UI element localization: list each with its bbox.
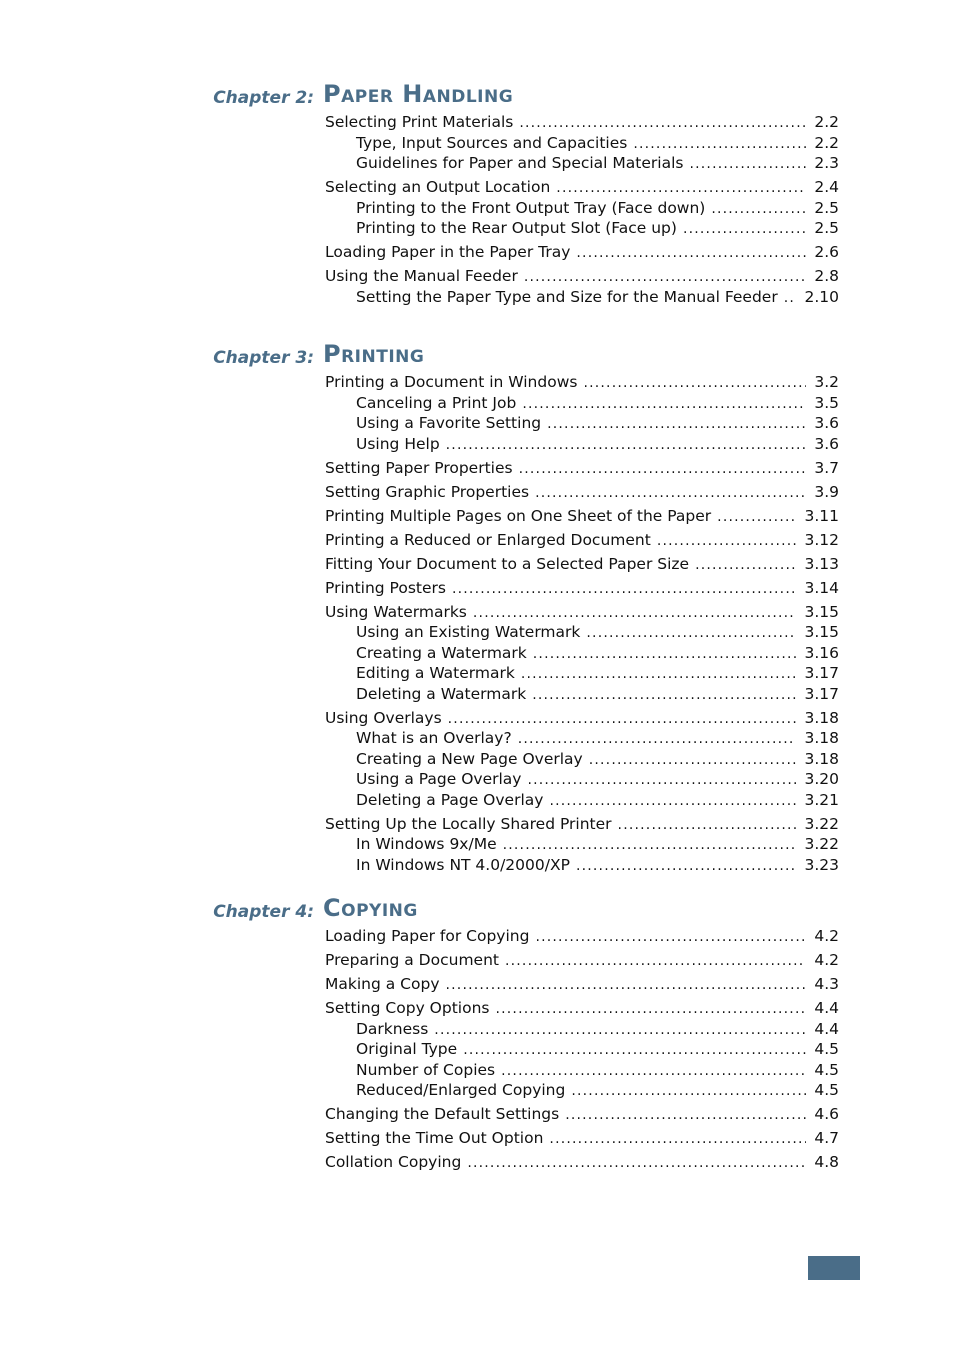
chapter-section xyxy=(0,894,954,1174)
dot-leader xyxy=(618,816,797,836)
toc-entry-page: 2.10 xyxy=(804,287,839,306)
toc-entry-title: In Windows 9x/Me xyxy=(356,835,497,853)
toc-entry-title: Using an Existing Watermark xyxy=(356,623,581,641)
dot-leader xyxy=(576,244,806,264)
toc-entry-title: Printing to the Front Output Tray (Face down) xyxy=(356,198,706,217)
toc-entry-title: Number of Copies xyxy=(356,1060,496,1079)
toc-entry-page: 4.6 xyxy=(814,1105,839,1123)
toc-entry-title: Printing to the Rear Output Slot (Face up) xyxy=(356,219,677,237)
dot-leader xyxy=(717,508,796,528)
toc-entry xyxy=(356,219,839,240)
dot-leader xyxy=(586,624,796,644)
toc-entry-title: Type, Input Sources and Capacities xyxy=(356,133,628,152)
chapter-section xyxy=(0,340,954,876)
toc-entry-page: 3.6 xyxy=(814,434,839,453)
toc-entry-title: Loading Paper for Copying xyxy=(325,927,530,945)
toc-entry-page: 2.5 xyxy=(814,219,839,237)
dot-leader xyxy=(533,645,797,665)
dot-leader xyxy=(695,556,796,576)
chapter-heading xyxy=(0,894,954,924)
toc-entry-page: 2.2 xyxy=(814,113,839,131)
toc-entry-page: 2.5 xyxy=(814,198,839,217)
dot-leader xyxy=(549,792,796,812)
toc-entry-title: Original Type xyxy=(356,1040,458,1058)
toc-list xyxy=(0,113,954,308)
toc-entry xyxy=(325,603,839,624)
toc-entry-title: Printing a Document in Windows xyxy=(325,373,578,391)
toc-entry-page: 3.22 xyxy=(804,835,839,853)
toc-entry xyxy=(356,1061,839,1082)
dot-leader xyxy=(535,928,806,948)
toc-entry xyxy=(325,951,839,972)
toc-entry xyxy=(356,199,839,220)
toc-entry-title: Preparing a Document xyxy=(325,951,499,969)
toc-entry-page: 2.8 xyxy=(814,267,839,285)
toc-entry-page: 2.2 xyxy=(814,133,839,152)
toc-entry-page: 3.6 xyxy=(814,414,839,432)
dot-leader xyxy=(549,1130,806,1150)
toc-entry-page: 3.15 xyxy=(804,623,839,641)
dot-leader xyxy=(535,484,806,504)
dot-leader xyxy=(683,220,806,240)
dot-leader xyxy=(473,604,797,624)
toc-entry xyxy=(356,623,839,644)
toc-entry-title: Changing the Default Settings xyxy=(325,1105,560,1123)
toc-entry-title: Printing a Reduced or Enlarged Document xyxy=(325,530,651,549)
dot-leader xyxy=(565,1106,806,1126)
toc-entry-title: Selecting an Output Location xyxy=(325,178,551,196)
toc-entry-title: Using a Favorite Setting xyxy=(356,414,542,432)
dot-leader xyxy=(503,836,797,856)
toc-entry-title: Creating a Watermark xyxy=(356,643,527,662)
toc-list xyxy=(0,927,954,1174)
toc-list xyxy=(0,373,954,876)
toc-entry-title: What is an Overlay? xyxy=(356,729,512,747)
toc-entry-title: Setting Graphic Properties xyxy=(325,482,530,501)
toc-entry xyxy=(325,555,839,576)
toc-entry-title: In Windows NT 4.0/2000/XP xyxy=(356,855,570,874)
dot-leader xyxy=(521,665,797,685)
toc-entry xyxy=(325,267,839,288)
chapter-title: Printing xyxy=(323,340,425,368)
toc-entry-page: 3.21 xyxy=(804,790,839,809)
toc-entry-page: 4.7 xyxy=(814,1129,839,1147)
toc-entry xyxy=(356,1040,839,1061)
toc-entry-page: 4.8 xyxy=(814,1153,839,1171)
toc-entry-page: 3.15 xyxy=(804,602,839,621)
toc-entry xyxy=(356,664,839,685)
toc-entry xyxy=(356,288,839,309)
dot-leader xyxy=(522,395,806,415)
toc-entry xyxy=(325,483,839,504)
toc-entry xyxy=(325,178,839,199)
toc-entry xyxy=(356,154,839,175)
toc-entry-title: Using Overlays xyxy=(325,708,442,727)
dot-leader xyxy=(571,1082,806,1102)
toc-entry xyxy=(356,835,839,856)
toc-entry-page: 2.4 xyxy=(814,178,839,196)
toc-entry xyxy=(356,414,839,435)
chapter-heading xyxy=(0,340,954,370)
toc-entry xyxy=(325,1105,839,1126)
toc-entry xyxy=(356,750,839,771)
toc-entry xyxy=(325,243,839,264)
toc-entry-title: Using Watermarks xyxy=(325,602,467,621)
toc-entry xyxy=(325,507,839,528)
toc-entry-title: Reduced/Enlarged Copying xyxy=(356,1081,566,1099)
toc-entry xyxy=(356,1081,839,1102)
chapter-label: Chapter 4: xyxy=(213,902,314,922)
toc-entry-title: Setting the Paper Type and Size for the Manual Feeder xyxy=(356,287,778,306)
toc-entry-page: 3.17 xyxy=(804,664,839,682)
dot-leader xyxy=(784,289,797,309)
toc-entry-page: 3.22 xyxy=(804,814,839,833)
dot-leader xyxy=(519,460,807,480)
dot-leader xyxy=(556,179,806,199)
toc-entry xyxy=(325,459,839,480)
toc-entry-page: 4.4 xyxy=(814,999,839,1017)
page-number-tab xyxy=(808,1256,860,1280)
dot-leader xyxy=(448,710,797,730)
toc-entry xyxy=(356,856,839,877)
dot-leader xyxy=(519,114,806,134)
toc-entry-page: 3.18 xyxy=(804,729,839,747)
toc-entry-page: 4.2 xyxy=(814,951,839,969)
toc-entry-page: 4.5 xyxy=(814,1081,839,1099)
toc-entry-title: Editing a Watermark xyxy=(356,664,515,682)
toc-entry-page: 4.4 xyxy=(814,1019,839,1038)
toc-entry-page: 2.3 xyxy=(814,154,839,172)
toc-entry-page: 3.20 xyxy=(804,770,839,788)
dot-leader xyxy=(589,751,797,771)
toc-entry xyxy=(356,394,839,415)
toc-entry-title: Using the Manual Feeder xyxy=(325,267,518,285)
toc-entry-page: 3.2 xyxy=(814,373,839,391)
toc-entry xyxy=(356,644,839,665)
toc-entry xyxy=(356,435,839,456)
toc-entry-page: 4.2 xyxy=(814,927,839,945)
dot-leader xyxy=(467,1154,806,1174)
toc-entry-page: 3.9 xyxy=(814,482,839,501)
toc-entry-page: 2.6 xyxy=(814,243,839,261)
toc-entry xyxy=(356,685,839,706)
toc-entry-title: Setting Copy Options xyxy=(325,999,490,1017)
toc-entry-title: Creating a New Page Overlay xyxy=(356,749,583,768)
toc-entry xyxy=(325,113,839,134)
dot-leader xyxy=(495,1000,806,1020)
toc-entry-title: Printing Posters xyxy=(325,578,446,597)
toc-entry xyxy=(325,927,839,948)
toc-entry-page: 3.18 xyxy=(804,708,839,727)
dot-leader xyxy=(711,200,806,220)
dot-leader xyxy=(434,1021,806,1041)
dot-leader xyxy=(547,415,806,435)
dot-leader xyxy=(446,436,807,456)
toc-entry-title: Guidelines for Paper and Special Materials xyxy=(356,154,684,172)
dot-leader xyxy=(576,857,797,877)
toc-entry-title: Selecting Print Materials xyxy=(325,113,514,131)
dot-leader xyxy=(452,580,797,600)
toc-entry xyxy=(325,579,839,600)
toc-entry xyxy=(356,1020,839,1041)
toc-entry-title: Fitting Your Document to a Selected Paper Size xyxy=(325,554,690,573)
toc-entry-title: Deleting a Watermark xyxy=(356,684,527,703)
toc-entry-page: 3.17 xyxy=(804,684,839,703)
toc-entry-page: 3.5 xyxy=(814,393,839,412)
toc-entry-title: Canceling a Print Job xyxy=(356,393,517,412)
toc-entry-title: Setting Paper Properties xyxy=(325,458,513,477)
toc-entry xyxy=(325,373,839,394)
toc-entry xyxy=(325,531,839,552)
toc-entry-page: 3.14 xyxy=(804,578,839,597)
toc-entry xyxy=(325,709,839,730)
dot-leader xyxy=(505,952,806,972)
dot-leader xyxy=(657,532,797,552)
toc-entry-title: Deleting a Page Overlay xyxy=(356,790,544,809)
toc-entry-title: Setting the Time Out Option xyxy=(325,1129,544,1147)
toc-entry xyxy=(325,1129,839,1150)
dot-leader xyxy=(446,976,807,996)
chapter-heading xyxy=(0,80,954,110)
dot-leader xyxy=(501,1062,806,1082)
toc-entry-title: Printing Multiple Pages on One Sheet of the Paper xyxy=(325,506,712,525)
toc-entry-page: 3.7 xyxy=(814,458,839,477)
toc-entry xyxy=(356,729,839,750)
toc-entry-title: Collation Copying xyxy=(325,1153,462,1171)
dot-leader xyxy=(463,1041,806,1061)
toc-entry-page: 3.23 xyxy=(804,855,839,874)
chapter-title: Copying xyxy=(323,894,418,922)
toc-entry-page: 3.16 xyxy=(804,643,839,662)
chapter-label: Chapter 3: xyxy=(213,348,314,368)
toc-entry-title: Using a Page Overlay xyxy=(356,770,522,788)
dot-leader xyxy=(527,771,796,791)
dot-leader xyxy=(524,268,807,288)
toc-entry-page: 3.18 xyxy=(804,749,839,768)
chapter-section xyxy=(0,80,954,308)
toc-entry-title: Setting Up the Locally Shared Printer xyxy=(325,814,612,833)
toc-entry-page: 3.11 xyxy=(804,506,839,525)
toc-entry xyxy=(325,999,839,1020)
chapter-title: Paper Handling xyxy=(323,80,514,108)
dot-leader xyxy=(689,155,806,175)
toc-entry xyxy=(356,134,839,155)
toc-entry-page: 4.5 xyxy=(814,1040,839,1058)
toc-entry-page: 3.12 xyxy=(804,530,839,549)
toc-entry xyxy=(356,770,839,791)
toc-entry xyxy=(325,815,839,836)
toc-entry-page: 4.3 xyxy=(814,975,839,993)
toc-entry-title: Darkness xyxy=(356,1019,429,1038)
toc-entry-page: 4.5 xyxy=(814,1060,839,1079)
toc-entry xyxy=(356,791,839,812)
dot-leader xyxy=(633,135,806,155)
toc-entry-page: 3.13 xyxy=(804,554,839,573)
dot-leader xyxy=(532,686,796,706)
dot-leader xyxy=(583,374,806,394)
toc-entry-title: Using Help xyxy=(356,434,440,453)
toc-entry xyxy=(325,1153,839,1174)
toc-entry-title: Loading Paper in the Paper Tray xyxy=(325,243,571,261)
chapter-label: Chapter 2: xyxy=(213,88,314,108)
toc-entry-title: Making a Copy xyxy=(325,975,440,993)
dot-leader xyxy=(518,730,797,750)
toc-entry xyxy=(325,975,839,996)
